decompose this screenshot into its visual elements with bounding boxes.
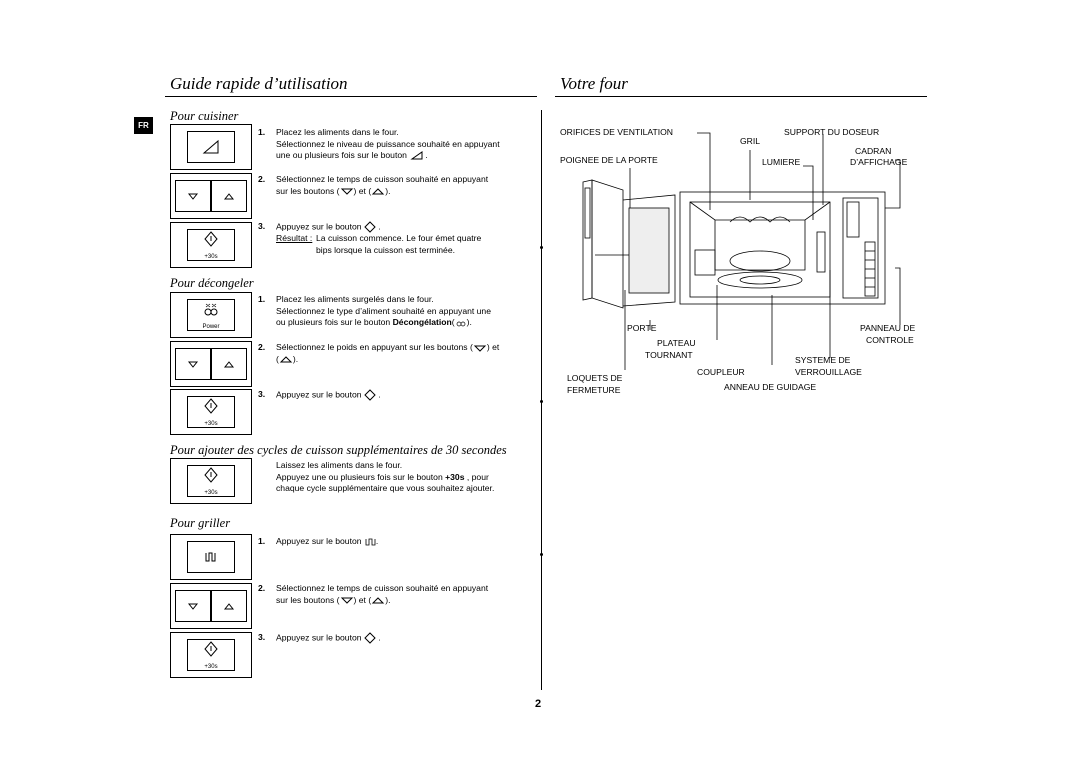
- start-panel: [170, 632, 252, 678]
- grill-step3-label: Appuyez sur le bouton: [276, 632, 362, 643]
- grill-step2-line-b-end: ).: [385, 594, 391, 605]
- start-button[interactable]: [187, 229, 235, 261]
- start-panel: [170, 389, 252, 435]
- defrost-step3-label: Appuyez sur le bouton: [276, 389, 362, 400]
- defrost-icon: [455, 318, 467, 328]
- weight-panel: [170, 341, 252, 387]
- grill-step1-label: Appuyez sur le bouton: [276, 536, 362, 546]
- label-plate-1: PLATEAU: [657, 338, 696, 348]
- defrost-step3-end: .: [378, 389, 381, 400]
- handle-leader: [595, 168, 630, 255]
- cook-step3-num: 3.: [258, 221, 266, 231]
- label-panel-1: PANNEAU DE: [860, 323, 916, 333]
- up-button[interactable]: [211, 180, 247, 212]
- cook-step2-text: [276, 174, 488, 197]
- cook-step1-text: [276, 127, 500, 162]
- defrost-step3-num: 3.: [258, 389, 266, 399]
- defrost-step2-line-a: Sélectionnez le poids en appuyant sur les boutons (: [276, 342, 473, 352]
- start-button[interactable]: [187, 639, 235, 671]
- cook-result-label: Résultat :: [276, 233, 313, 243]
- defrost-step1-text: [276, 294, 491, 329]
- defrost-button-label: Power: [202, 324, 220, 330]
- cook-step2-line-b-wrap: [276, 186, 488, 198]
- defrost-step3-text: [276, 389, 381, 401]
- grill-step2-line-b-wrap: [276, 595, 488, 607]
- down-arrow-icon: [176, 181, 210, 211]
- extra-heading: Pour ajouter des cycles de cuisson supplémentaires de 30 secondes: [170, 443, 507, 457]
- label-grill: GRIL: [740, 136, 761, 146]
- control-panel: [843, 198, 878, 298]
- label-vent: ORIFICES DE VENTILATION: [560, 127, 674, 137]
- defrost-step2-text: [276, 342, 499, 365]
- down-button[interactable]: [175, 590, 211, 622]
- coupler: [740, 276, 780, 284]
- grill-step2-line-b-mid: ) et (: [353, 594, 372, 605]
- start-icon: [188, 640, 234, 658]
- grill-icon: [188, 542, 234, 572]
- down-arrow-icon: [176, 349, 210, 379]
- down-arrow-icon: [340, 186, 354, 196]
- grill-step3-text: [276, 632, 381, 644]
- cook-step2-num: 2.: [258, 174, 266, 184]
- grill-panel: [170, 534, 252, 580]
- page-number: 2: [535, 698, 542, 710]
- defrost-step2-line-a-end: ) et: [486, 342, 500, 352]
- defrost-step1-end: ).: [466, 317, 472, 327]
- light-leader: [803, 166, 813, 220]
- down-button[interactable]: [175, 348, 211, 380]
- down-button[interactable]: [175, 180, 211, 212]
- divider-dot-3: [540, 553, 543, 556]
- cook-step2-line-b-mid: ) et (: [353, 185, 372, 196]
- left-title: Guide rapide d’utilisation: [170, 74, 348, 93]
- defrost-icon: [188, 300, 234, 318]
- defrost-step1-line-c: ou plusieurs fois sur le bouton: [276, 317, 391, 327]
- label-lock-2: VERROUILLAGE: [795, 367, 862, 377]
- up-arrow-icon: [212, 349, 246, 379]
- defrost-step2-line-b-end: ).: [292, 353, 299, 364]
- start-button-label: +30s: [204, 254, 218, 260]
- extra-line-1: Laissez les aliments dans le four.: [276, 460, 403, 470]
- grill-step2-line-b: sur les boutons (: [276, 594, 340, 605]
- extra-line-2-wrap: [276, 472, 494, 484]
- extra-line-2: Appuyez une ou plusieurs fois sur le bouton: [276, 471, 443, 482]
- start-icon: [188, 230, 234, 248]
- grill-step2-text: [276, 583, 488, 606]
- grill-element: [730, 217, 790, 222]
- start-icon: [188, 397, 234, 415]
- start-button-label: +30s: [204, 664, 218, 670]
- display-window: [847, 202, 859, 237]
- cook-step1-line-c-wrap: [276, 150, 500, 162]
- grill-step1-num: 1.: [258, 536, 266, 546]
- start-icon: [364, 221, 376, 233]
- defrost-heading: Pour décongeler: [170, 276, 254, 290]
- power-panel: [170, 124, 252, 170]
- defrost-step2-line-a-wrap: [276, 342, 499, 354]
- defrost-panel: [170, 292, 252, 338]
- cook-step1-line-b: Sélectionnez le niveau de puissance souhaité en appuyant: [276, 138, 500, 149]
- label-door: PORTE: [627, 323, 657, 333]
- defrost-step2-num: 2.: [258, 342, 266, 352]
- cook-step3-text: [276, 221, 381, 233]
- down-arrow-icon: [473, 343, 487, 353]
- oven-body: [680, 192, 885, 304]
- start-icon: [364, 389, 376, 401]
- ring: [730, 251, 790, 271]
- label-light: LUMIERE: [762, 157, 801, 167]
- language-badge: FR: [134, 117, 153, 134]
- door-window: [629, 208, 669, 293]
- cook-step3-end: .: [378, 221, 381, 232]
- up-button[interactable]: [211, 348, 247, 380]
- side-vent: [695, 250, 715, 275]
- handle-grip: [585, 188, 590, 238]
- extra-text: [276, 460, 494, 495]
- cook-step2-line-b-end: ).: [385, 185, 391, 196]
- start-button-label: +30s: [204, 490, 218, 496]
- cavity-back: [715, 220, 805, 270]
- label-panel-2: CONTROLE: [866, 335, 914, 345]
- defrost-button[interactable]: [187, 299, 235, 331]
- cook-result-text: [316, 233, 481, 256]
- right-title: Votre four: [560, 74, 628, 93]
- grill-step1-end: .: [375, 536, 379, 546]
- extra-line-3: chaque cycle supplémentaire que vous souhaitez ajouter.: [276, 483, 495, 493]
- up-arrow-icon: [212, 591, 246, 621]
- grill-step3-num: 3.: [258, 632, 266, 642]
- defrost-step1-line-b: Sélectionnez le type d’aliment souhaité en appuyant une: [276, 305, 491, 316]
- label-cadran-1: CADRAN: [855, 146, 892, 156]
- label-latch-2: FERMETURE: [567, 385, 621, 395]
- label-lock-1: SYSTEME DE: [795, 355, 851, 365]
- door-handle: [583, 180, 592, 300]
- up-arrow-icon: [279, 354, 293, 364]
- label-coupler: COUPLEUR: [697, 367, 745, 377]
- up-arrow-icon: [371, 186, 385, 196]
- oven-door: [592, 180, 623, 308]
- power-level-icon: [188, 132, 234, 162]
- cook-step2-line-a: Sélectionnez le temps de cuisson souhaité en appuyant: [276, 174, 489, 184]
- defrost-step1-line-a: Placez les aliments surgelés dans le four.: [276, 294, 434, 304]
- defrost-step1-num: 1.: [258, 294, 266, 304]
- turntable: [718, 272, 802, 288]
- panel-leader: [895, 268, 900, 325]
- up-arrow-icon: [212, 181, 246, 211]
- start-icon: [188, 466, 234, 484]
- grill-step2-line-a: Sélectionnez le temps de cuisson souhaité en appuyant: [276, 583, 489, 593]
- grill-icon: [364, 536, 379, 547]
- cook-result-line-a: La cuisson commence. Le four émet quatre: [316, 233, 482, 243]
- divider-dot-2: [540, 400, 543, 403]
- defrost-step1-line-c-wrap: ou plusieurs fois sur le bouton Décongélation( ).: [276, 317, 472, 327]
- right-title-rule: [555, 96, 927, 97]
- start-panel: [170, 222, 252, 268]
- label-cadran-2: D’AFFICHAGE: [850, 157, 908, 167]
- start-button[interactable]: [187, 396, 235, 428]
- grill-step3-end: .: [378, 632, 381, 643]
- cook-step1-line-a: Placez les aliments dans le four.: [276, 127, 399, 137]
- cook-step3-label: Appuyez sur le bouton: [276, 221, 362, 232]
- grill-step2-num: 2.: [258, 583, 266, 593]
- oven-cavity: [690, 202, 830, 297]
- grill-step1-text: [276, 536, 378, 548]
- start-panel: [170, 458, 252, 504]
- up-arrow-icon: [371, 595, 385, 605]
- up-button[interactable]: [211, 590, 247, 622]
- defrost-step2-line-b-wrap: ( ).: [276, 353, 299, 364]
- start-button[interactable]: [187, 465, 235, 497]
- grill-button[interactable]: [187, 541, 235, 573]
- label-ring: ANNEAU DE GUIDAGE: [724, 382, 817, 392]
- divider-dot-1: [540, 246, 543, 249]
- defrost-step1-bold: Décongélation: [392, 317, 452, 327]
- cook-step1-num: 1.: [258, 127, 266, 137]
- cook-step1-line-c: une ou plusieurs fois sur le bouton: [276, 150, 407, 160]
- cook-step2-line-b: sur les boutons (: [276, 185, 340, 196]
- down-arrow-icon: [340, 595, 354, 605]
- label-plate-2: TOURNANT: [645, 350, 693, 360]
- grill-heading: Pour griller: [170, 516, 231, 530]
- time-panel: [170, 173, 252, 219]
- start-button-label: +30s: [204, 421, 218, 427]
- extra-line-2-end: , pour: [466, 471, 489, 482]
- extra-line-2-bold: +30s: [445, 471, 465, 482]
- down-arrow-icon: [176, 591, 210, 621]
- power-level-icon: [409, 150, 428, 161]
- cook-result-line-b: bips lorsque la cuisson est terminée.: [316, 244, 456, 255]
- left-title-rule: [165, 96, 537, 97]
- start-icon: [364, 632, 376, 644]
- power-button[interactable]: [187, 131, 235, 163]
- cook-step1-line-c-end: .: [425, 150, 428, 160]
- label-handle: POIGNEE DE LA PORTE: [560, 155, 658, 165]
- cook-heading: Pour cuisiner: [170, 109, 239, 123]
- time-panel: [170, 583, 252, 629]
- label-support: SUPPORT DU DOSEUR: [784, 127, 880, 137]
- wall-vent: [817, 232, 825, 272]
- label-latch-1: LOQUETS DE: [567, 373, 623, 383]
- vent-leader: [697, 133, 710, 210]
